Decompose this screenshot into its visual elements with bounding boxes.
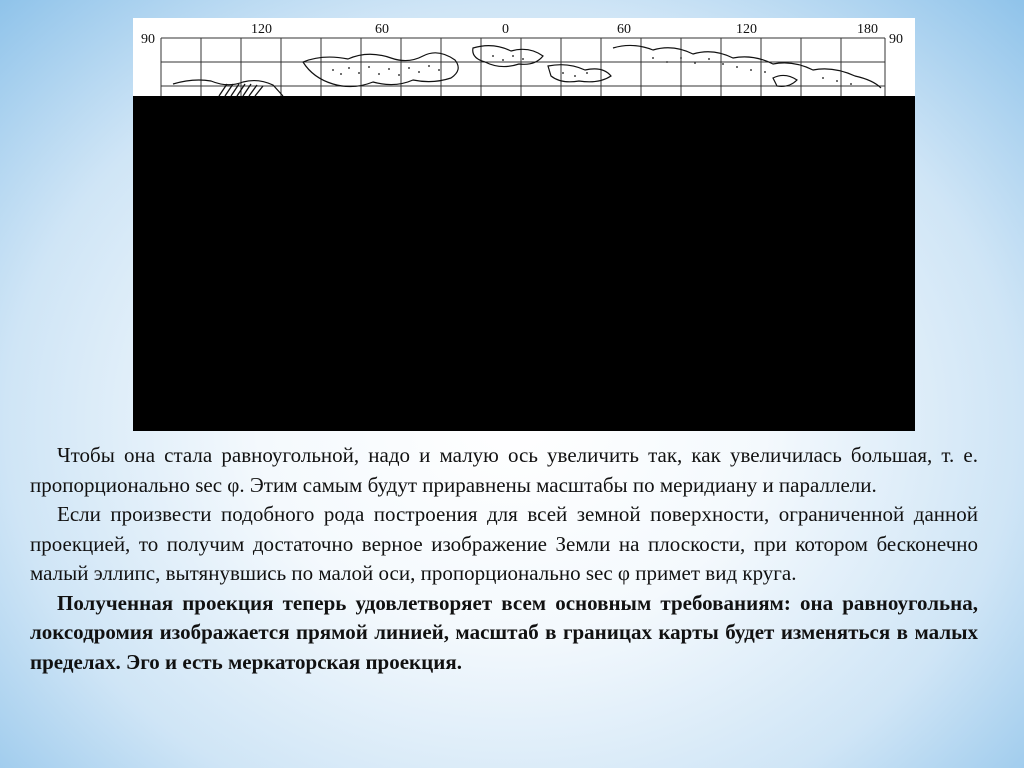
world-map-sketch <box>133 18 915 96</box>
map-visible-strip <box>133 18 915 96</box>
lat-label-left: 90 <box>141 32 155 47</box>
landmass-outline <box>473 46 543 67</box>
lon-label: 180 <box>857 22 878 37</box>
paragraph-3-conclusion: Полученная проекция теперь удовлетворяет всем основным требованиям: она равноугольна, локсодромия изображается прямой линией, масштаб в границах карты будет изменяться в малых пределах. Эго и есть меркаторская проекция. <box>30 590 978 674</box>
lon-label: 60 <box>617 22 631 37</box>
lon-label: 120 <box>736 22 757 37</box>
paragraph-1: Чтобы она стала равноугольной, надо и малую ось увеличить так, как увеличилась большая, т. е. пропорционально sec φ. Этим самым будут приравнены масштабы по меридиану и параллели. <box>30 443 978 497</box>
landmass-outline <box>548 65 611 82</box>
lat-label-right: 90 <box>889 32 903 47</box>
landmass-outline <box>173 80 283 96</box>
lon-label: 120 <box>251 22 272 37</box>
landmass-outline <box>303 53 458 87</box>
map-figure <box>133 18 915 431</box>
body-text <box>30 441 978 677</box>
paragraph-2: Если произвести подобного рода построения для всей земной поверхности, ограниченной данной проекцией, то получим достаточно верное изображение Земли на плоскости, при котором бесконечно малый эллипс, вытянувшись по малой оси, пропорционально sec φ примет вид круга. <box>30 502 978 585</box>
lon-label: 60 <box>375 22 389 37</box>
landmass-outline <box>773 75 797 86</box>
lon-label: 0 <box>502 22 509 37</box>
